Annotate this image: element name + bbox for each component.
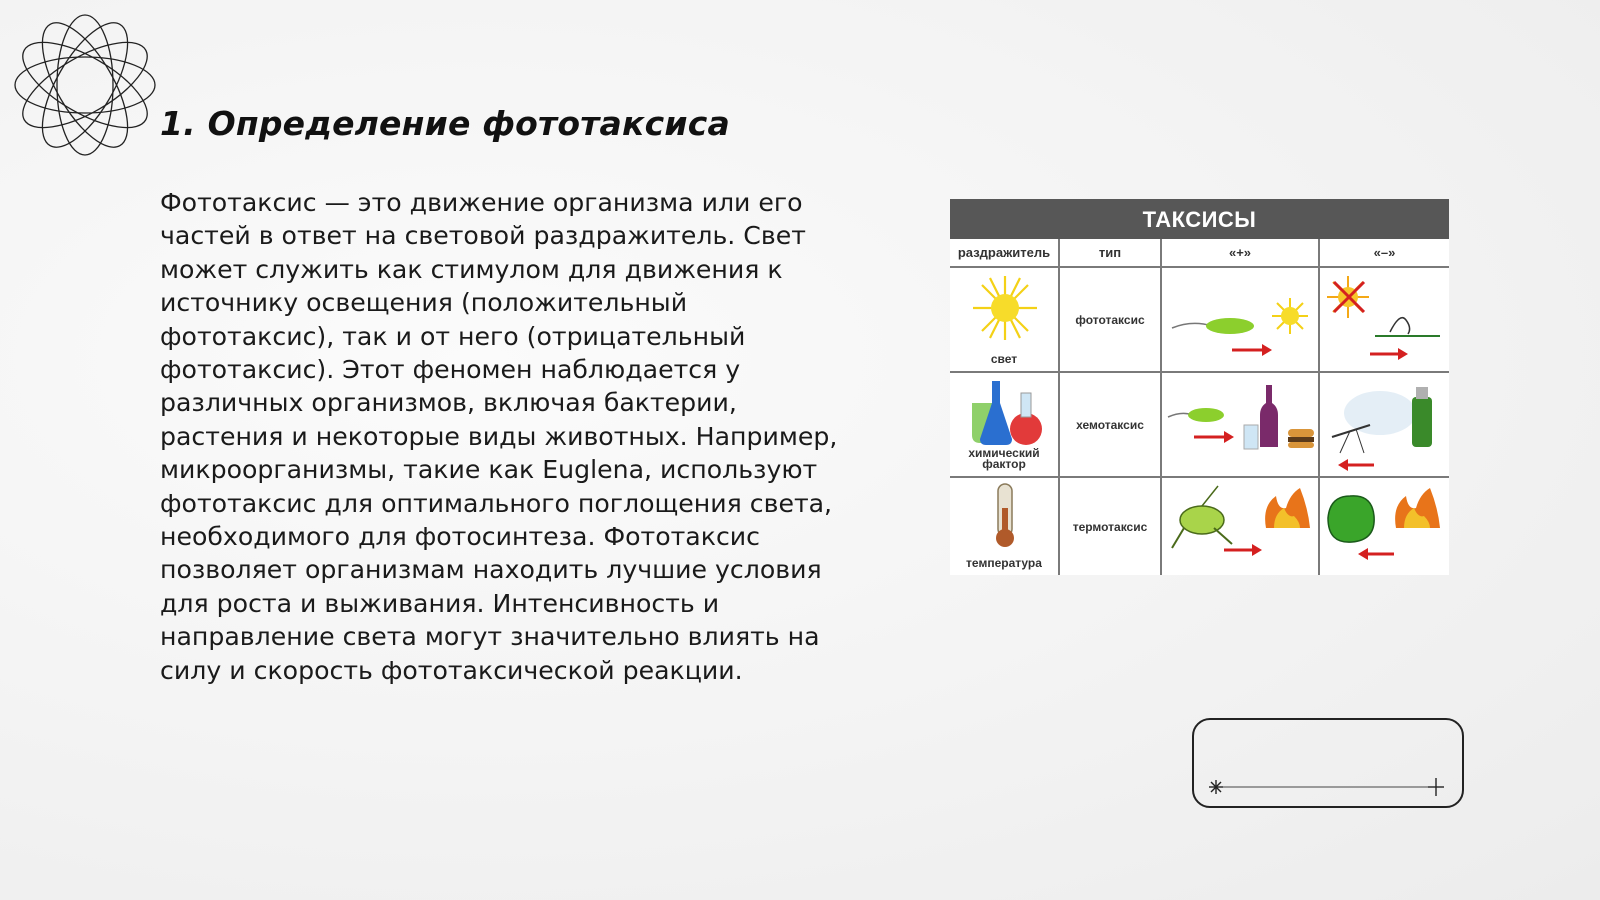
type-cell-phototaxis: фототаксис	[1060, 268, 1162, 373]
mosquito-and-spray-icon	[1320, 373, 1447, 478]
positive-cell-phototaxis	[1162, 268, 1320, 373]
slide-title: 1. Определение фототаксиса	[160, 104, 730, 143]
taxis-table-title: ТАКСИСЫ	[950, 199, 1449, 239]
header-positive: «+»	[1162, 239, 1320, 268]
decorative-frame	[1192, 718, 1464, 808]
stimulus-label-temperature: температура	[966, 556, 1042, 570]
type-cell-thermotaxis: термотаксис	[1060, 478, 1162, 575]
type-cell-chemotaxis: хемотаксис	[1060, 373, 1162, 478]
header-negative: «–»	[1320, 239, 1449, 268]
slide-body-text: Фототаксис — это движение организма или его частей в ответ на световой раздражитель. Свет может служить как стимулом для движения к источнику освещения (положительный фототаксис), так и от него (отрицательный фототаксис). Этот феномен наблюдается у различных организмов, включая бактерии, растения и некоторые виды животных. Например, микроорганизмы, такие как Euglena, используют фототаксис для оптимального поглощения света, необходимого для фотосинтеза. Фототаксис позволяет организмам находить лучшие условия для роста и выживания. Интенсивность и направление света могут значительно влиять на силу и скорость фототаксической реакции.	[160, 188, 838, 685]
bacterium-toward-food-icon	[1162, 373, 1320, 478]
grasshopper-toward-fire-icon	[1162, 478, 1320, 571]
worm-away-from-sun-icon	[1320, 268, 1447, 373]
bacteria-away-from-fire-icon	[1320, 478, 1447, 571]
stimulus-label-chemical: химический фактор	[968, 446, 1040, 471]
positive-cell-chemotaxis	[1162, 373, 1320, 478]
header-type: тип	[1060, 239, 1162, 268]
negative-cell-chemotaxis	[1320, 373, 1449, 478]
stimulus-cell-temperature	[950, 478, 1060, 575]
star-line-icon	[1192, 718, 1464, 808]
negative-cell-phototaxis	[1320, 268, 1449, 373]
logo-orbit-icon	[10, 10, 160, 160]
negative-cell-thermotaxis	[1320, 478, 1449, 575]
taxis-table	[950, 199, 1449, 575]
header-stimulus: раздражитель	[950, 239, 1060, 268]
stimulus-cell-chemical	[950, 373, 1060, 478]
stimulus-label-light: свет	[990, 352, 1018, 366]
stimulus-cell-light	[950, 268, 1060, 373]
positive-cell-thermotaxis	[1162, 478, 1320, 575]
bacterium-toward-sun-icon	[1162, 268, 1320, 373]
